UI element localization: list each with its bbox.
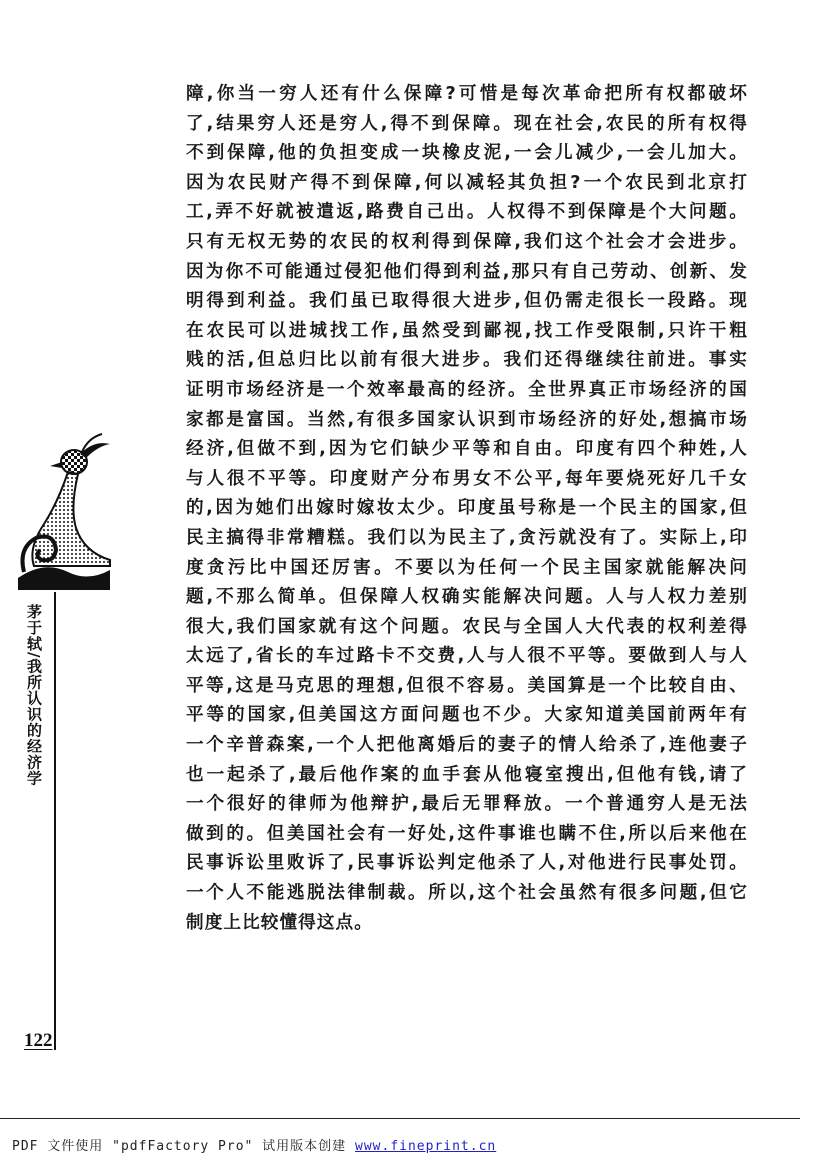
text-line: 一个人不能逃脱法律制裁。所以,这个社会虽然有很多问题,但它: [186, 883, 748, 904]
footer-divider: [0, 1118, 800, 1119]
bird-ornament-icon: [14, 432, 114, 592]
text-line: 贱的活,但总归比以前有很大进步。我们还得继续往前进。事实: [186, 350, 748, 371]
text-line: 一个辛普森案,一个人把他离婚后的妻子的情人给杀了,连他妻子: [186, 735, 748, 756]
text-line: 因为农民财产得不到保障,何以减轻其负担?一个农民到北京打: [186, 172, 748, 193]
text-line: 家都是富国。当然,有很多国家认识到市场经济的好处,想搞市场: [186, 409, 748, 430]
text-line: 一个很好的律师为他辩护,最后无罪释放。一个普通穷人是无法: [186, 794, 748, 815]
text-line: 民事诉讼里败诉了,民事诉讼判定他杀了人,对他进行民事处罚。: [186, 853, 748, 874]
footer-link[interactable]: www.fineprint.cn: [355, 1139, 497, 1154]
text-line: 只有无权无势的农民的权利得到保障,我们这个社会才会进步。: [186, 231, 748, 252]
page-number: 122: [24, 1030, 53, 1051]
text-line: 障,你当一穷人还有什么保障?可惜是每次革命把所有权都破坏: [186, 84, 748, 104]
text-line: 也一起杀了,最后他作案的血手套从他寝室搜出,但他有钱,请了: [186, 764, 748, 785]
text-line: 明得到利益。我们虽已取得很大进步,但仍需走很长一段路。现: [186, 291, 748, 312]
margin-rule: [54, 592, 56, 1050]
text-line: 制度上比较懂得这点。: [186, 912, 373, 933]
text-line: 做到的。但美国社会有一好处,这件事谁也瞒不住,所以后来他在: [186, 823, 748, 844]
text-line: 了,结果穷人还是穷人,得不到保障。现在社会,农民的所有权得: [186, 113, 748, 134]
text-line: 太远了,省长的车过路卡不交费,人与人很不平等。要做到人与人: [186, 646, 748, 667]
footer-text: PDF 文件使用 "pdfFactory Pro" 试用版本创建: [12, 1139, 356, 1154]
text-line: 因为你不可能通过侵犯他们得到利益,那只有自己劳动、创新、发: [186, 261, 748, 282]
body-text: [186, 80, 748, 938]
text-line: 平等,这是马克思的理想,但很不容易。美国算是一个比较自由、: [186, 675, 748, 696]
running-title: 茅于轼/我所认识的经济学: [25, 604, 43, 787]
text-line: 民主搞得非常糟糕。我们以为民主了,贪污就没有了。实际上,印: [186, 527, 748, 548]
text-line: 在农民可以进城找工作,虽然受到鄙视,找工作受限制,只许干粗: [186, 320, 748, 341]
text-line: 题,不那么简单。但保障人权确实能解决问题。人与人权力差别: [186, 587, 748, 608]
text-line: 的,因为她们出嫁时嫁妆太少。印度虽号称是一个民主的国家,但: [186, 498, 748, 519]
pdf-footer: [12, 1135, 496, 1154]
text-line: 很大,我们国家就有这个问题。农民与全国人大代表的权利差得: [186, 616, 748, 637]
text-line: 经济,但做不到,因为它们缺少平等和自由。印度有四个种姓,人: [186, 439, 748, 460]
text-line: 工,弄不好就被遣返,路费自己出。人权得不到保障是个大问题。: [186, 202, 748, 223]
text-line: 与人很不平等。印度财产分布男女不公平,每年要烧死好几千女: [186, 468, 748, 489]
text-line: 不到保障,他的负担变成一块橡皮泥,一会儿减少,一会儿加大。: [186, 143, 748, 164]
text-line: 证明市场经济是一个效率最高的经济。全世界真正市场经济的国: [186, 379, 748, 400]
text-line: 平等的国家,但美国这方面问题也不少。大家知道美国前两年有: [186, 705, 748, 726]
text-line: 度贪污比中国还厉害。不要以为任何一个民主国家就能解决问: [186, 557, 748, 578]
